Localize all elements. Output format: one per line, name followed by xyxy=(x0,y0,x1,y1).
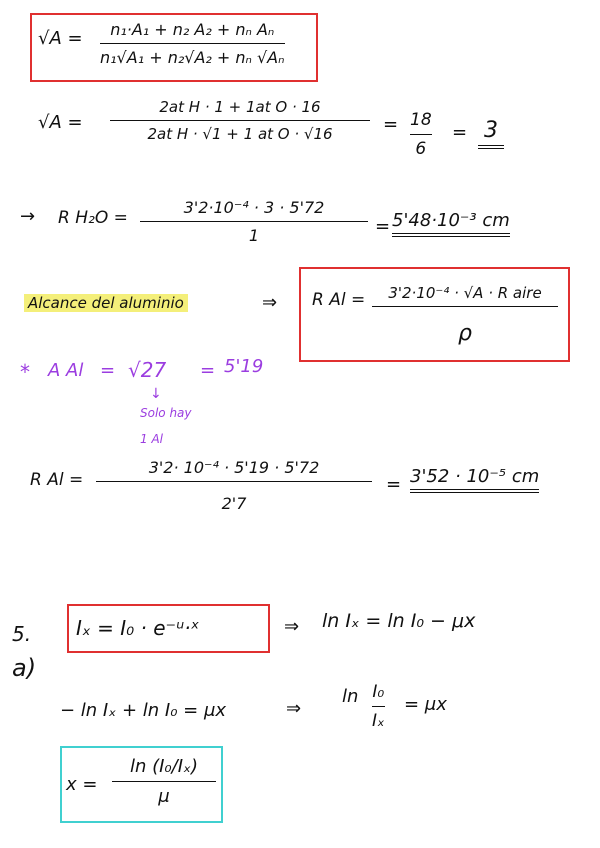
eq3-fraction xyxy=(140,198,368,245)
fraction-bar xyxy=(100,43,285,44)
a-al-value: 5'19 xyxy=(224,356,264,377)
a-al-equals: = xyxy=(100,360,116,381)
eq1-denominator: n₁√A₁ + n₂√A₂ + nₙ √Aₙ xyxy=(100,48,285,67)
ex5-line-2: − ln Iₓ + ln I₀ = μx xyxy=(60,700,227,721)
eq2-equals-2: = xyxy=(452,122,468,143)
ex5-arrow-2: ⇒ xyxy=(286,698,302,719)
fraction-bar xyxy=(112,781,216,782)
eq4-lhs: R Al = xyxy=(30,470,84,490)
fraction-bar xyxy=(96,481,372,482)
aluminium-fraction xyxy=(372,284,558,346)
aluminium-arrow: ⇒ xyxy=(262,292,278,313)
ex5-x-lhs: x = xyxy=(66,774,98,795)
eq3-numerator: 3'2·10⁻⁴ · 3 · 5'72 xyxy=(183,198,325,217)
fraction-bar xyxy=(140,221,368,222)
fraction-bar xyxy=(372,306,558,307)
fraction-bar xyxy=(110,120,370,121)
eq2-numerator: 2at H · 1 + 1at O · 16 xyxy=(159,98,321,116)
aluminium-numerator: 3'2·10⁻⁴ · √A · R aire xyxy=(388,284,542,302)
eq3-result: 5'48·10⁻³ cm xyxy=(392,210,510,237)
fraction-bar xyxy=(372,706,385,707)
aluminium-lhs: R Al = xyxy=(312,290,366,310)
eq3-denominator: 1 xyxy=(248,226,260,245)
a-al-note-1: Solo hay xyxy=(140,406,192,420)
eq1-numerator: n₁·A₁ + n₂ A₂ + nₙ Aₙ xyxy=(110,20,275,39)
eq2-frac-den: 6 xyxy=(415,139,427,159)
ex5-x-fraction xyxy=(112,756,216,807)
exercise-part: a) xyxy=(12,654,37,682)
eq1-lhs: √A = xyxy=(38,28,83,49)
ex5-arrow-1: ⇒ xyxy=(284,616,300,637)
eq4-numerator: 3'2· 10⁻⁴ · 5'19 · 5'72 xyxy=(148,458,320,477)
ex5-frac-den: Iₓ xyxy=(372,711,385,731)
ex5-frac-rhs: = μx xyxy=(404,694,447,715)
ex5-ln-equation: ln Iₓ = ln I₀ − μx xyxy=(322,610,476,632)
ex5-frac-num: I₀ xyxy=(372,682,385,702)
a-al-note-2: 1 Al xyxy=(140,432,163,446)
eq4-result: 3'52 · 10⁻⁵ cm xyxy=(410,466,539,493)
eq2-simple-fraction xyxy=(410,110,432,159)
ex5-boxed-formula: Iₓ = I₀ · e⁻ᵘ·ˣ xyxy=(76,616,200,640)
eq2-lhs: √A = xyxy=(38,112,83,133)
eq2-equals: = xyxy=(383,114,399,135)
exercise-number: 5. xyxy=(12,622,32,646)
eq4-equals: = xyxy=(386,474,402,495)
a-al-down-arrow: ↓ xyxy=(150,386,162,402)
a-al-star: * xyxy=(20,360,30,384)
eq3-lhs: R H₂O = xyxy=(58,208,128,228)
fraction-bar xyxy=(410,134,432,135)
aluminium-heading xyxy=(24,294,188,312)
ex5-x-denominator: μ xyxy=(158,786,170,807)
aluminium-label: Alcance del aluminio xyxy=(24,294,188,312)
ex5-x-numerator: ln (I₀/Iₓ) xyxy=(129,756,199,777)
a-al-equals-2: = xyxy=(200,360,216,381)
eq2-fraction xyxy=(110,98,370,143)
eq2-denominator: 2at H · √1 + 1 at O · √16 xyxy=(147,125,333,143)
eq2-result: 3 xyxy=(478,118,504,149)
a-al-lhs: A Al xyxy=(48,360,84,381)
eq4-denominator: 2'7 xyxy=(221,494,247,513)
eq3-arrow: → xyxy=(20,206,36,227)
eq1-fraction xyxy=(100,20,285,67)
eq4-fraction xyxy=(96,458,372,513)
eq2-frac-num: 18 xyxy=(410,110,432,130)
ex5-io-ix-fraction xyxy=(372,682,385,731)
ex5-frac-ln: ln xyxy=(342,686,359,707)
eq3-equals: = xyxy=(375,216,391,237)
a-al-root: √27 xyxy=(128,358,167,382)
aluminium-denominator: ρ xyxy=(458,321,472,346)
